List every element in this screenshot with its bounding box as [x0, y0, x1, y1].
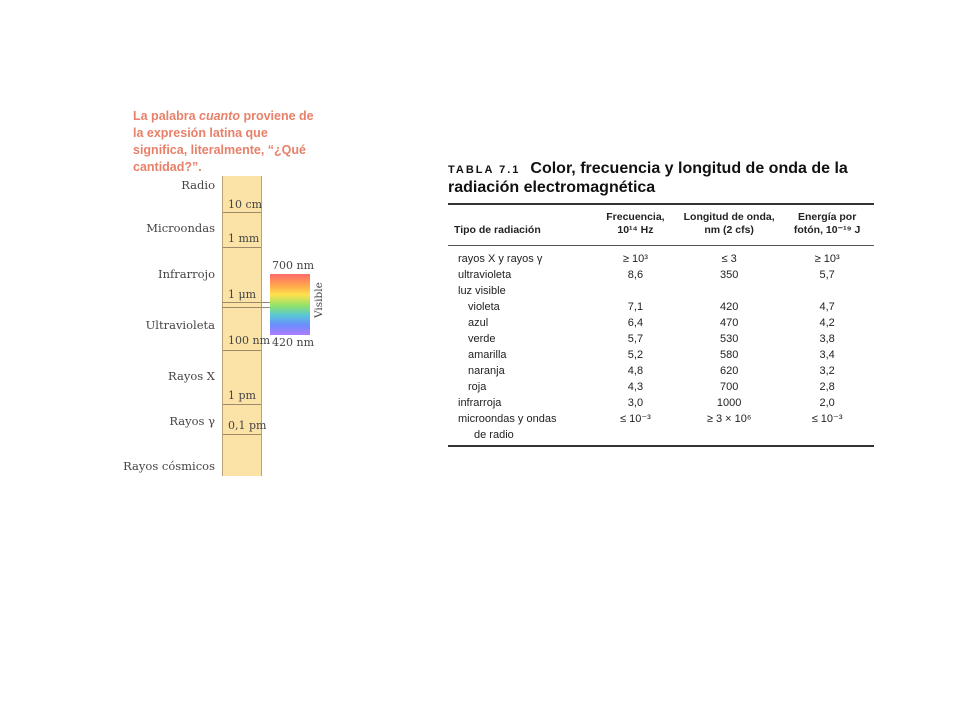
- region-radio: Radio: [181, 178, 215, 192]
- table-number: TABLA 7.1: [448, 164, 521, 176]
- region-rayos-x: Rayos X: [168, 369, 215, 383]
- cell-wavelength: [678, 427, 780, 443]
- visible-label: Visible: [313, 282, 325, 318]
- cell-frequency: 3,0: [627, 397, 644, 409]
- cell-type: microondas y ondas: [458, 413, 557, 425]
- cell-wavelength: ≥ 3 × 10⁶: [706, 413, 752, 425]
- cell-type: naranja: [468, 365, 505, 377]
- header-energy: Energía por fotón, 10⁻¹⁹ J: [793, 211, 861, 236]
- quantum-note: [133, 108, 323, 176]
- cell-energy: 3,4: [819, 349, 835, 361]
- tick-line: [223, 404, 261, 405]
- cell-energy: 3,8: [819, 333, 835, 345]
- cell-frequency: 8,6: [627, 269, 644, 281]
- cell-wavelength: 420: [719, 301, 739, 313]
- cell-wavelength: 350: [719, 269, 739, 281]
- cell-wavelength: 470: [719, 317, 739, 329]
- cell-energy: ≥ 10³: [814, 253, 840, 265]
- cell-frequency: 4,8: [627, 365, 644, 377]
- cell-frequency: ≤ 10⁻³: [620, 413, 651, 425]
- table-header-row: [448, 205, 874, 241]
- cell-type: verde: [468, 333, 496, 345]
- header-wavelength: Longitud de onda, nm (2 cfs): [683, 211, 775, 236]
- cell-energy: ≤ 10⁻³: [811, 413, 843, 425]
- cell-frequency: 4,3: [627, 381, 644, 393]
- table-row: [448, 246, 874, 267]
- table-row: [448, 411, 874, 427]
- table-row: [448, 299, 874, 315]
- table-row: [448, 267, 874, 283]
- cell-frequency: 5,2: [627, 349, 644, 361]
- cell-frequency: [593, 427, 678, 443]
- tick-line: [223, 212, 261, 213]
- table-title-block: [448, 160, 874, 197]
- cell-energy: 4,2: [819, 317, 835, 329]
- cell-wavelength: ≤ 3: [721, 253, 737, 265]
- cell-wavelength: 530: [719, 333, 739, 345]
- spectrum-scale-bar: [222, 176, 271, 476]
- cell-energy: [780, 427, 874, 443]
- table-row: [448, 379, 874, 395]
- table-bottom-rule: [448, 445, 874, 447]
- note-part-2: proviene de la expresión latina que significa, literalmente, “¿Qué cantidad?”.: [133, 109, 314, 174]
- cell-type: ultravioleta: [458, 269, 512, 281]
- cell-type: rayos X y rayos γ: [458, 253, 543, 265]
- cell-type: de radio: [474, 429, 514, 441]
- tick-line: [223, 247, 261, 248]
- table-title: Color, frecuencia y longitud de onda de la radiación electromagnética: [448, 160, 848, 196]
- region-microondas: Microondas: [146, 221, 215, 235]
- tick-label-10cm: 10 cm: [228, 198, 263, 211]
- table-row: [448, 427, 874, 443]
- cell-energy: 2,8: [819, 381, 835, 393]
- cell-wavelength: 1000: [716, 397, 742, 409]
- cell-energy: 4,7: [819, 301, 835, 313]
- cell-frequency: [593, 283, 678, 299]
- note-part-1: La palabra: [133, 109, 199, 123]
- cell-type: azul: [468, 317, 489, 329]
- cell-energy: 5,7: [819, 269, 835, 281]
- cell-wavelength: 620: [719, 365, 739, 377]
- radiation-table: [448, 160, 874, 447]
- tick-label-1mm: 1 mm: [228, 232, 260, 245]
- cell-frequency: 5,7: [627, 333, 644, 345]
- table-row: [448, 315, 874, 331]
- tick-line: [223, 350, 261, 351]
- header-type: Tipo de radiación: [454, 224, 541, 236]
- cell-wavelength: 700: [719, 381, 739, 393]
- visible-700nm-label: 700 nm: [272, 259, 315, 272]
- table-row: [448, 363, 874, 379]
- region-rayos-gamma: Rayos γ: [169, 414, 215, 428]
- cell-energy: 2,0: [819, 397, 835, 409]
- visible-connector-top: [222, 302, 270, 303]
- note-emphasis: cuanto: [199, 109, 240, 123]
- visible-420nm-label: 420 nm: [272, 336, 315, 349]
- cell-wavelength: [678, 283, 780, 299]
- visible-connector-bottom: [222, 307, 270, 308]
- cell-type: amarilla: [468, 349, 507, 361]
- cell-type: violeta: [468, 301, 500, 313]
- tick-label-1pm: 1 pm: [228, 389, 256, 402]
- cell-type: luz visible: [458, 285, 506, 297]
- table-row: [448, 395, 874, 411]
- cell-wavelength: 580: [719, 349, 739, 361]
- cell-frequency: ≥ 10³: [622, 253, 648, 265]
- region-infrarrojo: Infrarrojo: [158, 267, 215, 281]
- cell-type: roja: [468, 381, 487, 393]
- cell-frequency: 7,1: [627, 301, 644, 313]
- cell-type: infrarroja: [458, 397, 502, 409]
- radiation-data-table: [448, 205, 874, 443]
- cell-energy: 3,2: [819, 365, 835, 377]
- visible-spectrum-gradient: [270, 274, 310, 335]
- cell-frequency: 6,4: [627, 317, 644, 329]
- region-ultravioleta: Ultravioleta: [145, 318, 215, 332]
- tick-label-0-1pm: 0,1 pm: [228, 419, 267, 432]
- table-row: [448, 347, 874, 363]
- tick-label-100nm: 100 nm: [228, 334, 271, 347]
- table-row: [448, 283, 874, 299]
- region-rayos-cosmicos: Rayos cósmicos: [123, 459, 215, 473]
- tick-label-1um: 1 μm: [228, 288, 257, 301]
- table-row: [448, 331, 874, 347]
- cell-energy: [780, 283, 874, 299]
- header-frequency: Frecuencia, 10¹⁴ Hz: [606, 211, 665, 236]
- tick-line: [223, 434, 261, 435]
